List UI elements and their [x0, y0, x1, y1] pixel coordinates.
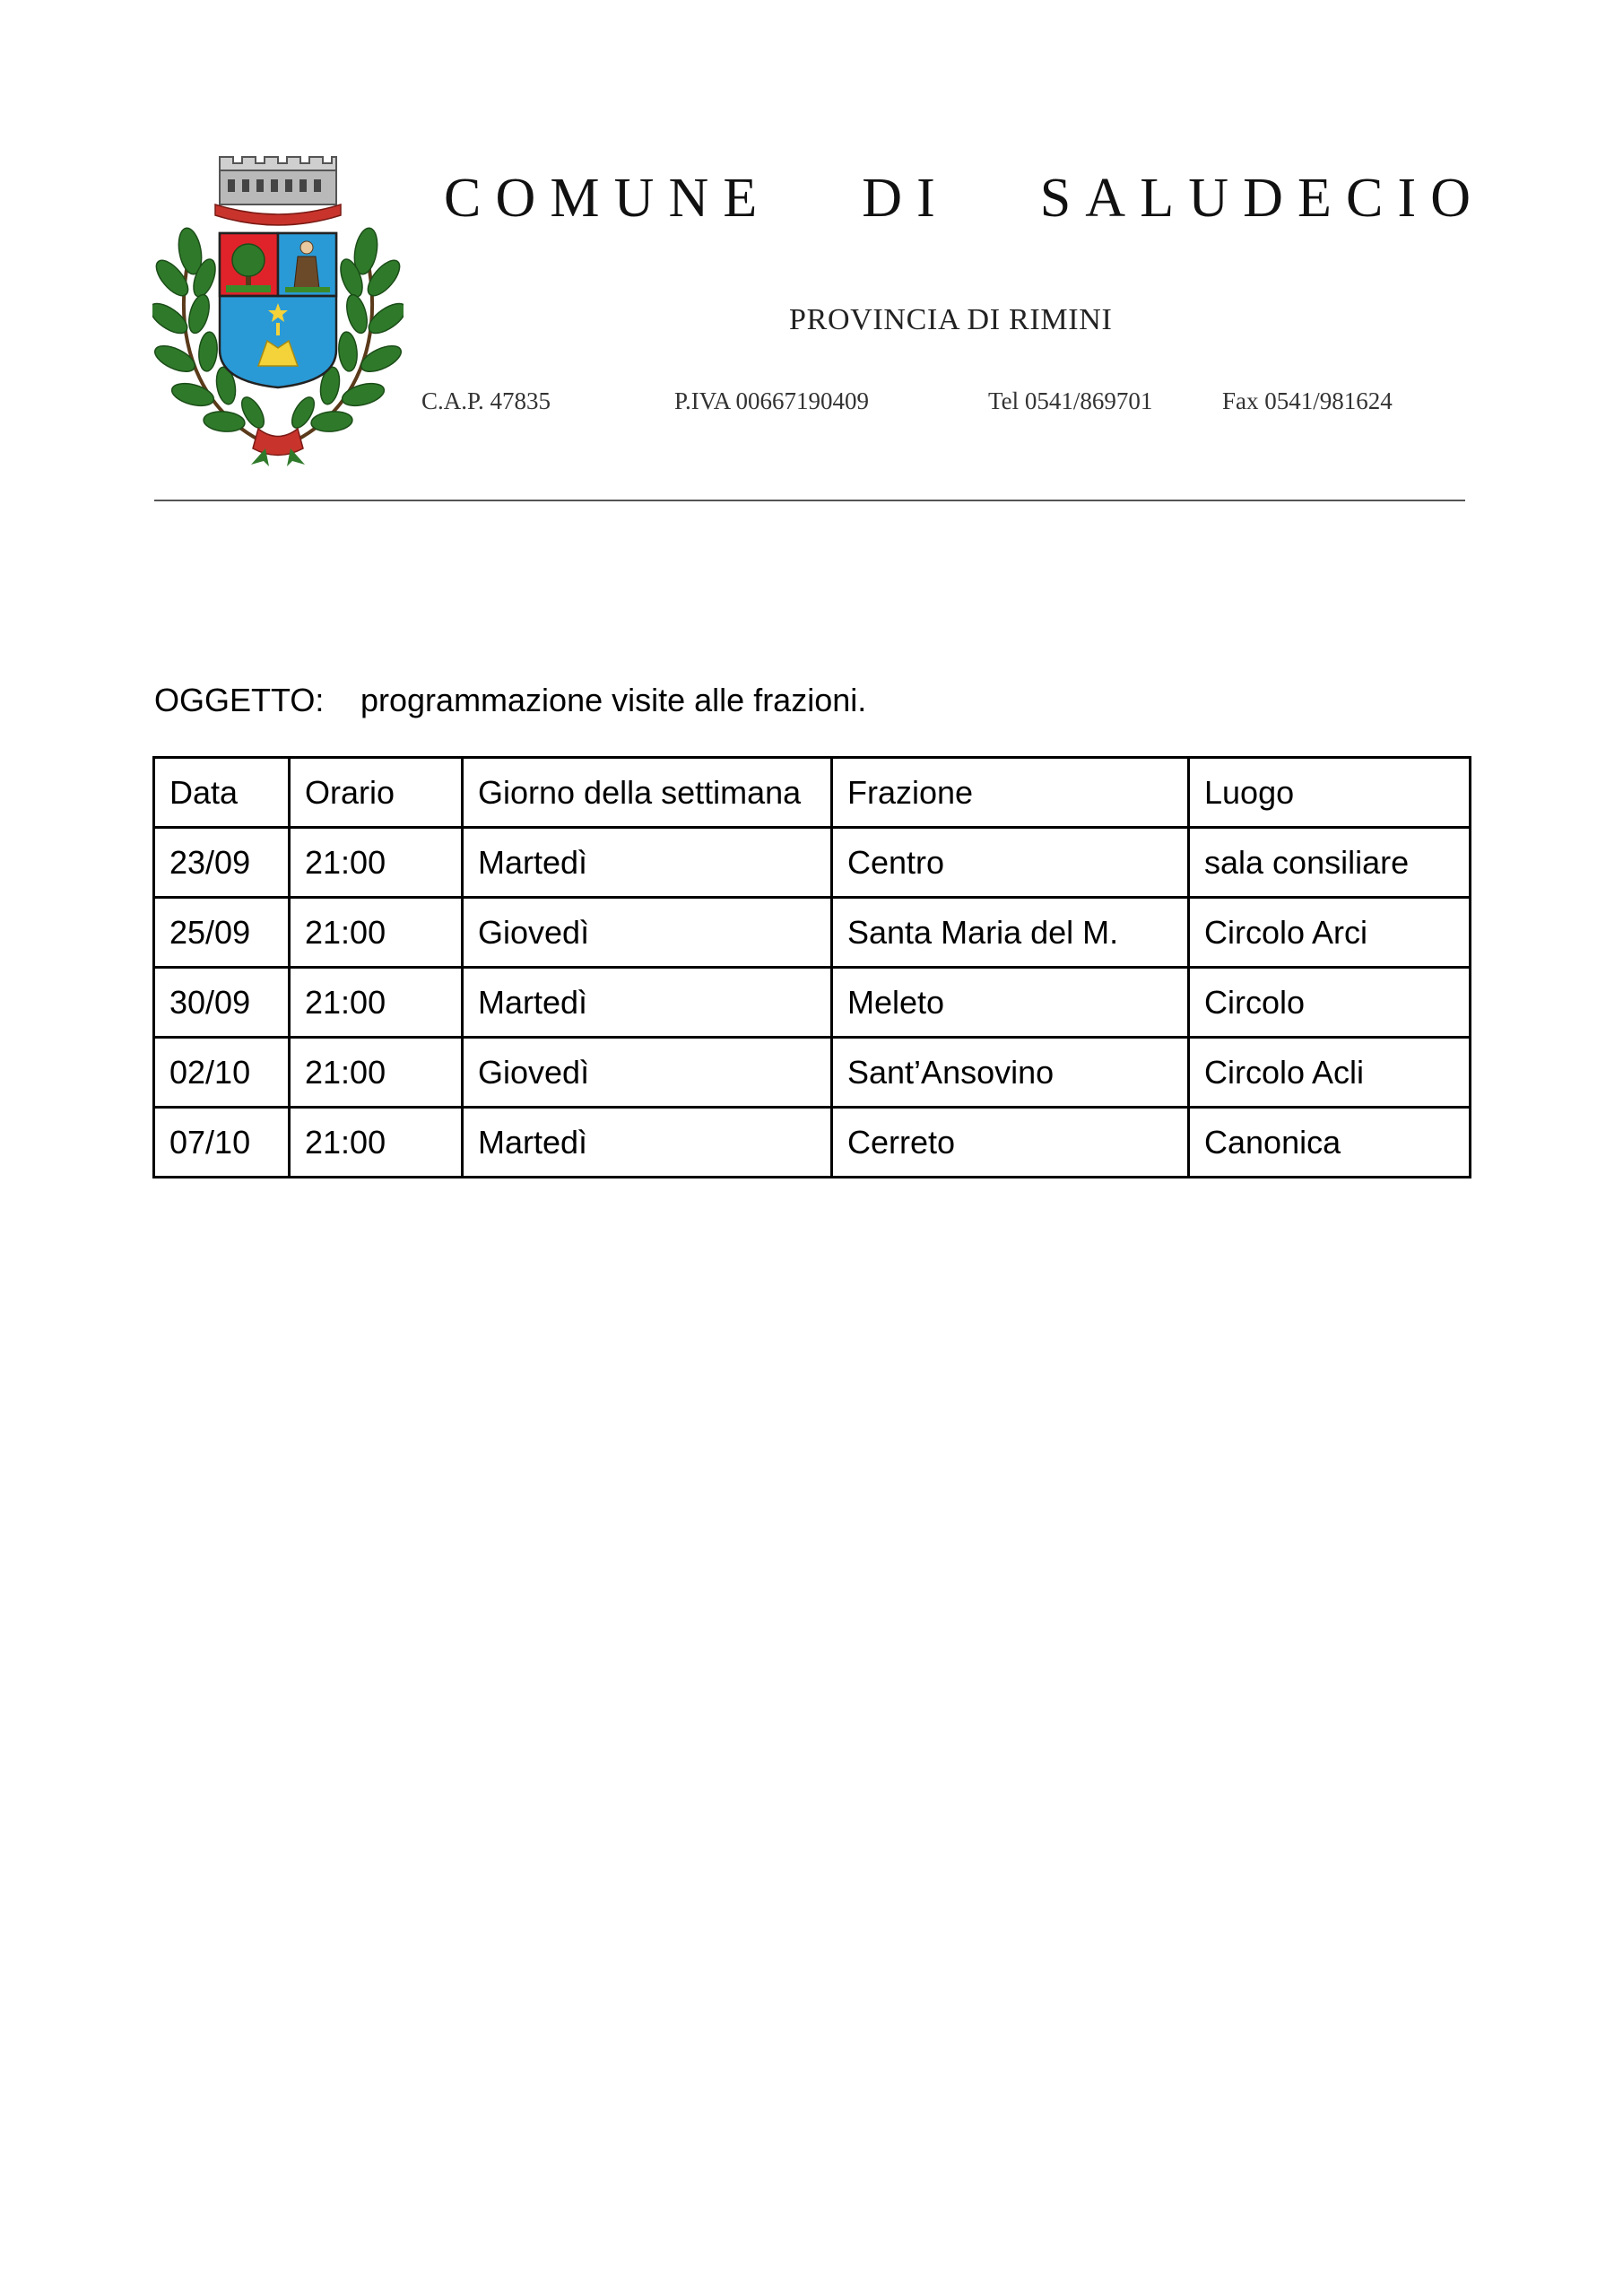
cell-giorno: Martedì	[463, 828, 832, 898]
subject-text: programmazione visite alle frazioni.	[360, 682, 867, 718]
cell-data: 07/10	[154, 1108, 290, 1178]
header-orario: Orario	[290, 758, 463, 828]
cell-luogo: Canonica	[1189, 1108, 1471, 1178]
cell-data: 25/09	[154, 898, 290, 968]
cell-frazione: Cerreto	[832, 1108, 1189, 1178]
table-row	[154, 1108, 1471, 1178]
cell-data: 23/09	[154, 828, 290, 898]
header-luogo: Luogo	[1189, 758, 1471, 828]
cell-luogo: Circolo	[1189, 968, 1471, 1038]
cell-luogo: Circolo Arci	[1189, 898, 1471, 968]
town-name-word-2: DI	[862, 168, 950, 229]
cell-orario: 21:00	[290, 1038, 463, 1108]
table-row	[154, 828, 1471, 898]
cell-luogo: sala consiliare	[1189, 828, 1471, 898]
town-name-word-3: SALUDECIO	[1039, 168, 1486, 229]
cell-data: 30/09	[154, 968, 290, 1038]
province-label: PROVINCIA DI RIMINI	[789, 303, 1113, 336]
table-header-row	[154, 758, 1471, 828]
cell-frazione: Meleto	[832, 968, 1189, 1038]
cell-luogo: Circolo Acli	[1189, 1038, 1471, 1108]
vat-number: P.IVA 00667190409	[674, 387, 870, 414]
cell-orario: 21:00	[290, 828, 463, 898]
postal-code: C.A.P. 47835	[421, 387, 551, 414]
header-giorno: Giorno della settimana	[463, 758, 832, 828]
header-frazione: Frazione	[832, 758, 1189, 828]
cell-giorno: Martedì	[463, 1108, 832, 1178]
cell-frazione: Santa Maria del M.	[832, 898, 1189, 968]
cell-orario: 21:00	[290, 898, 463, 968]
cell-frazione: Centro	[832, 828, 1189, 898]
cell-giorno: Giovedì	[463, 898, 832, 968]
telephone-number: Tel 0541/869701	[988, 387, 1153, 414]
cell-giorno: Giovedì	[463, 1038, 832, 1108]
cell-orario: 21:00	[290, 1108, 463, 1178]
table-row	[154, 1038, 1471, 1108]
subject-line	[154, 682, 866, 719]
town-name-heading	[444, 168, 1486, 229]
subject-label: OGGETTO:	[154, 682, 325, 718]
header-data: Data	[154, 758, 290, 828]
cell-frazione: Sant’Ansovino	[832, 1038, 1189, 1108]
cell-data: 02/10	[154, 1038, 290, 1108]
cell-giorno: Martedì	[463, 968, 832, 1038]
town-name-word-1: COMUNE	[444, 168, 772, 229]
table-row	[154, 968, 1471, 1038]
fax-number: Fax 0541/981624	[1222, 387, 1393, 414]
table-row	[154, 898, 1471, 968]
visits-schedule-table	[152, 756, 1471, 1178]
cell-orario: 21:00	[290, 968, 463, 1038]
letterhead-divider	[154, 500, 1465, 501]
